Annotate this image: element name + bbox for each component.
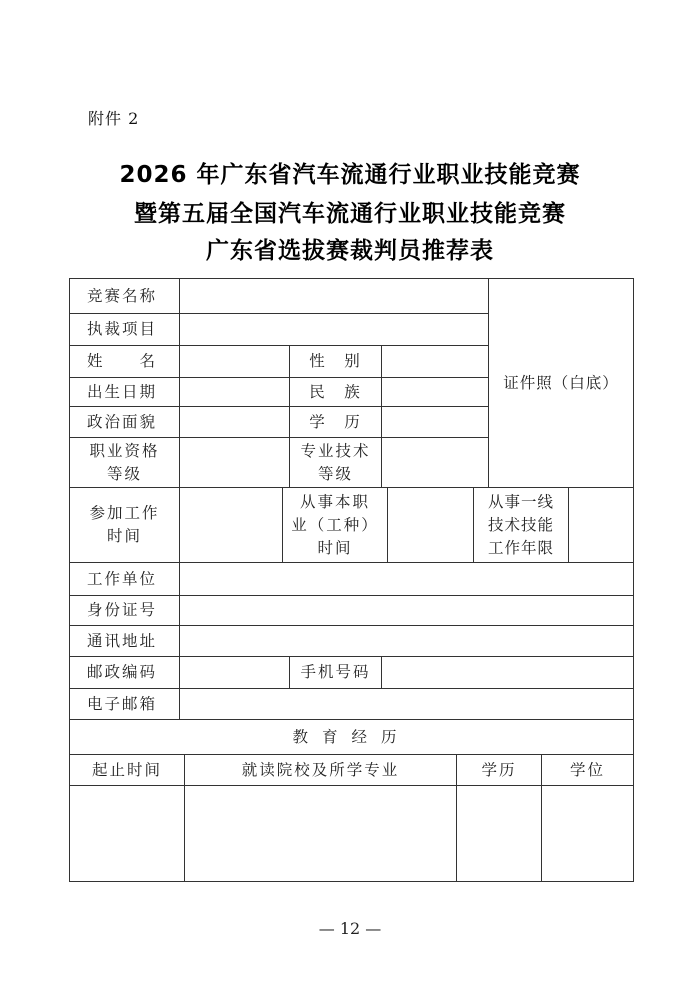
label-qualification-line-2: 等级 — [106, 464, 142, 483]
label-qualification-line-1: 职业资格 — [89, 441, 160, 460]
label-occupation-line-1: 从事本职 — [299, 492, 370, 511]
label-occupation-line-3: 时间 — [317, 538, 353, 557]
education-period-field[interactable] — [70, 786, 184, 881]
label-employer: 工作单位 — [87, 569, 158, 588]
occupation-time-field[interactable] — [388, 488, 473, 562]
table-border-right — [633, 278, 634, 882]
page-number: — 12 — — [318, 919, 382, 938]
education-field[interactable] — [382, 407, 488, 437]
label-work-start-line-2: 时间 — [106, 527, 142, 545]
label-birth-date: 出生日期 — [87, 382, 158, 401]
label-email: 电子邮箱 — [87, 694, 158, 713]
title-line-3: 广东省选拔赛裁判员推荐表 — [206, 238, 494, 264]
label-work-start-time — [70, 488, 179, 562]
competition-name-field[interactable] — [180, 279, 488, 313]
label-occupation-time — [283, 488, 387, 562]
column-school-major: 就读院校及所学专业 — [241, 760, 400, 779]
column-academic-degree: 学位 — [569, 760, 605, 779]
judging-item-field[interactable] — [180, 314, 488, 345]
id-number-field[interactable] — [180, 596, 633, 625]
mobile-field[interactable] — [382, 657, 633, 688]
address-field[interactable] — [180, 626, 633, 656]
education-school-field[interactable] — [185, 786, 456, 881]
label-technical-title-line-1: 专业技术 — [300, 441, 371, 460]
photo-placeholder: 证件照（白底） — [503, 373, 619, 392]
attachment-label: 附件 2 — [88, 109, 140, 128]
label-qualification-level — [70, 438, 179, 487]
table-border-bottom — [69, 881, 634, 882]
label-frontline-line-3: 工作年限 — [487, 538, 554, 557]
label-address: 通讯地址 — [87, 631, 158, 650]
column-period: 起止时间 — [91, 760, 162, 779]
label-frontline-line-1: 从事一线 — [487, 492, 554, 511]
label-technical-title-line-2: 等级 — [317, 464, 353, 483]
technical-title-field[interactable] — [382, 438, 488, 487]
label-work-start-line-1: 参加工作 — [89, 504, 160, 522]
frontline-years-field[interactable] — [569, 488, 633, 562]
label-competition-name: 竞赛名称 — [87, 286, 158, 305]
label-education: 学 历 — [309, 412, 362, 431]
political-status-field[interactable] — [180, 407, 289, 437]
title-line-1: 2026 年广东省汽车流通行业职业技能竞赛 — [119, 162, 581, 188]
label-political-status: 政治面貌 — [87, 412, 158, 431]
column-degree-level: 学历 — [481, 760, 517, 779]
title-line-2: 暨第五届全国汽车流通行业职业技能竞赛 — [134, 201, 566, 227]
postal-code-field[interactable] — [180, 657, 289, 688]
email-field[interactable] — [180, 689, 633, 719]
label-technical-title-level — [290, 438, 381, 487]
label-mobile: 手机号码 — [300, 663, 371, 681]
birth-date-field[interactable] — [180, 378, 289, 406]
work-start-field[interactable] — [180, 488, 282, 562]
label-frontline-line-2: 技术技能 — [487, 515, 554, 534]
label-name: 姓 名 — [87, 352, 158, 370]
label-id-number: 身份证号 — [87, 601, 158, 619]
qualification-field[interactable] — [180, 438, 289, 487]
label-judging-item: 执裁项目 — [87, 320, 158, 338]
ethnicity-field[interactable] — [382, 378, 488, 406]
label-frontline-years — [474, 488, 568, 562]
label-occupation-line-2: 业（工种） — [291, 515, 379, 534]
employer-field[interactable] — [180, 563, 633, 595]
label-postal-code: 邮政编码 — [87, 663, 158, 681]
education-heading: 教育经历 — [292, 727, 411, 746]
gender-field[interactable] — [382, 346, 488, 377]
education-level-field[interactable] — [457, 786, 541, 881]
education-degree-field[interactable] — [542, 786, 633, 881]
name-field[interactable] — [180, 346, 289, 377]
label-ethnicity: 民 族 — [309, 382, 362, 401]
label-gender: 性 别 — [309, 352, 362, 370]
